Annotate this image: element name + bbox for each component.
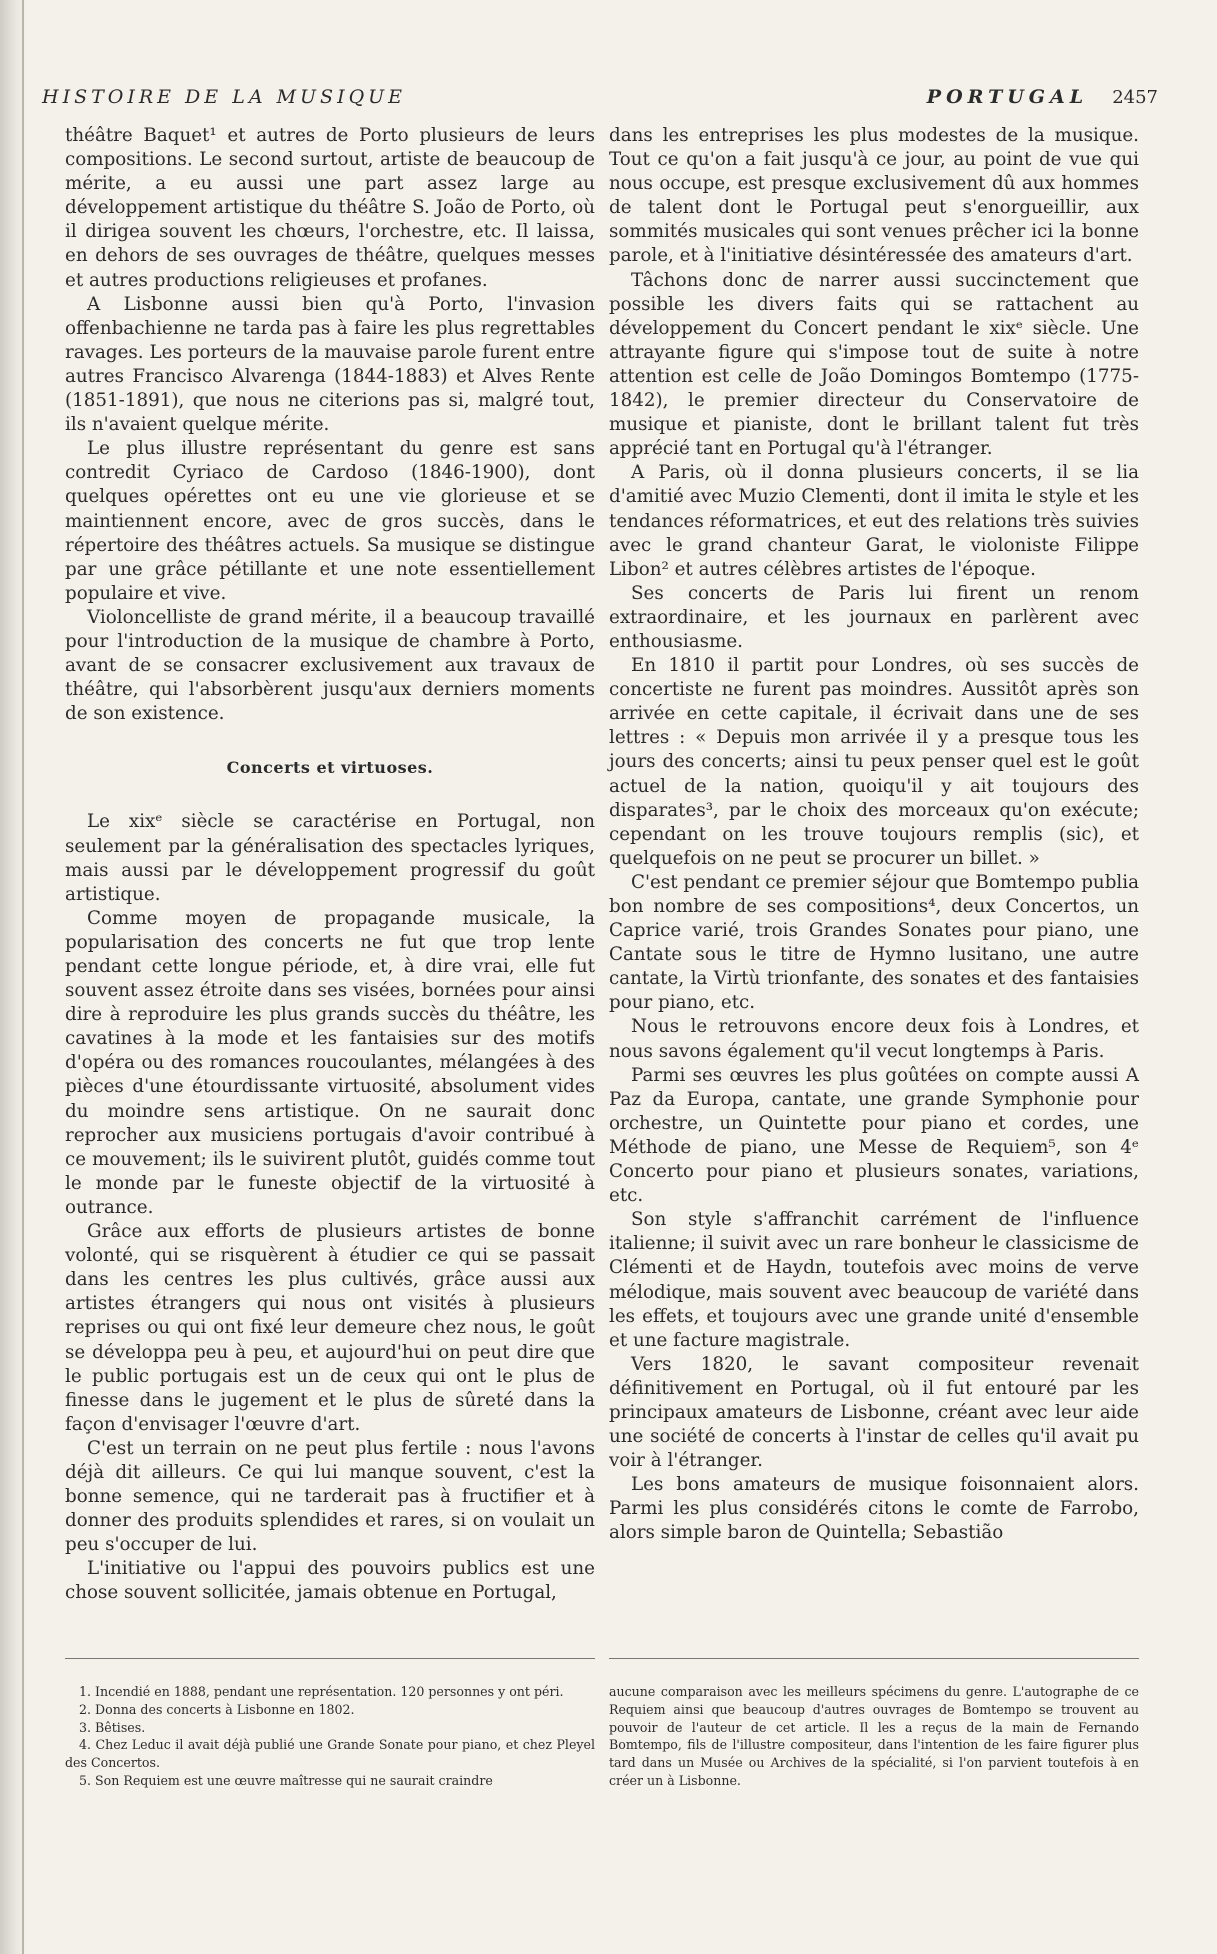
paragraph: Nous le retrouvons encore deux fois à Londres, et nous savons également qu'il vecut longtemps à Paris. [609,1016,1139,1062]
paragraph: C'est un terrain on ne peut plus fertile : nous l'avons déjà dit ailleurs. Ce qui lui manque souvent, c'est la bonne semence, qui ne tarderait pas à fructifier et à donner des produits splendides et rares, si on voulait un peu s'occuper de lui. [65,1437,595,1556]
paragraph: Vers 1820, le savant compositeur revenait définitivement en Portugal, où il fut entouré par les principaux amateurs de Lisbonne, créant avec leur aide une société de concerts à l'instar de celles qu'il avait pu voir à l'étranger. [609,1353,1139,1472]
footnotes-right [609,1683,1139,1790]
paragraph: Ses concerts de Paris lui firent un renom extraordinaire, et les journaux en parlèrent avec enthousiasme. [609,582,1139,652]
paragraph: L'initiative ou l'appui des pouvoirs publics est une chose souvent sollicitée, jamais obtenue en Portugal, [65,1558,595,1604]
paragraph: Le xixᵉ siècle se caractérise en Portugal, non seulement par la généralisation des spectacles lyriques, mais aussi par le développement progressif du goût artistique. [65,811,595,905]
paragraph: En 1810 il partit pour Londres, où ses succès de concertiste ne furent pas moindres. Aussitôt après son arrivée en cette capitale, il écrivait dans une de ses lettres : « Depuis mon arrivée il y a presque tous les jours des concerts; ainsi tu peux penser quel est le goût actuel de la nation, quoiqu'il y ait toujours des disparates³, par le choix des morceaux qu'on exécute; cependant on les trouve toujours remplis (sic), et quelquefois on ne peut se procurer un billet. » [609,655,1139,869]
paragraph: A Lisbonne aussi bien qu'à Porto, l'invasion offenbachienne ne tarda pas à faire les plus regrettables ravages. Les porteurs de la mauvaise parole furent entre autres Francisco Alvarenga (1844-1883) et Alves Rente (1851-1891), que nous ne citerions pas si, malgré tout, ils n'avaient quelque mérite. [65,293,595,436]
footnote: 5. Son Requiem est une œuvre maîtresse qui ne saurait craindre [79,1772,493,1788]
paragraph: Son style s'affranchit carrément de l'influence italienne; il suivit avec un rare bonheur le classicisme de Clémenti et de Haydn, toutefois avec moins de verve mélodique, mais souvent avec beaucoup de variété dans les effets, et toujours avec une grande unité d'ensemble et une facture magistrale. [609,1209,1139,1351]
footnote-separator [609,1658,1139,1659]
footnote: 1. Incendié en 1888, pendant une représentation. 120 personnes y ont péri. [79,1684,564,1699]
left-column [65,124,595,1606]
paragraph: Les bons amateurs de musique foisonnaient alors. Parmi les plus considérés citons le comte de Farrobo, alors simple baron de Quintella; Sebastião [609,1474,1139,1544]
header-right [927,86,1158,108]
paragraph: Parmi ses œuvres les plus goûtées on compte aussi A Paz da Europa, cantate, une grande Symphonie pour orchestre, un Quintette pour piano et cordes, une Méthode de piano, une Messe de Requiem⁵, son 4ᵉ Concerto pour piano et plusieurs sonates, variations, etc. [609,1064,1139,1207]
header-book-title: HISTOIRE DE LA MUSIQUE [42,86,407,108]
paragraph: Violoncelliste de grand mérite, il a beaucoup travaillé pour l'introduction de la musique de chambre à Porto, avant de se consacrer exclusivement aux travaux de théâtre, qui l'absorbèrent jusqu'aux derniers moments de son existence. [65,606,595,725]
right-column [609,124,1139,1546]
binding-rule [22,0,24,1954]
page-number: 2457 [1112,87,1158,108]
paragraph: Tâchons donc de narrer aussi succinctement que possible les divers faits qui se rattachent au développement du Concert pendant le xixᵉ siècle. Une attrayante figure qui s'impose tout de suite à notre attention est celle de João Domingos Bomtempo (1775-1842), le premier directeur du Conservatoire de musique et pianiste, dont le brillant talent fut très apprécié tant en Portugal qu'à l'étranger. [609,269,1139,460]
footnote: 2. Donna des concerts à Lisbonne en 1802. [79,1701,355,1717]
footnote: 3. Bêtises. [79,1719,146,1735]
footnotes-left [65,1683,595,1790]
section-heading: Concerts et virtuoses. [226,758,434,778]
paragraph: A Paris, où il donna plusieurs concerts, il se lia d'amitié avec Muzio Clementi, dont il imita le style et les tendances réformatrices, et eut des relations très suivies avec le grand chanteur Garat, le violoniste Filippe Libon² et autres célèbres artistes de l'époque. [609,462,1139,580]
header-section-title: PORTUGAL [926,86,1089,108]
paragraph: dans les entreprises les plus modestes de la musique. Tout ce qu'on a fait jusqu'à ce jour, au point de vue qui nous occupe, est presque exclusivement dû aux hommes de talent dont le Portugal peut s'enorgueillir, aux sommités musicales qui sont venues prêcher ici la bonne parole, et à l'initiative désintéressée des amateurs d'art. [609,125,1139,267]
footnote: 4. Chez Leduc il avait déjà publié une Grande Sonate pour piano, et chez Pleyel des Concertos. [65,1737,595,1771]
footnote-continuation: aucune comparaison avec les meilleurs spécimens du genre. L'autographe de ce Requiem ainsi que beaucoup d'autres ouvrages de Bomtempo se trouvent au pouvoir de l'auteur de cet article. Il les a reçus de la main de Fernando Bomtempo, fils de l'illustre compositeur, dans l'intention de les faire figurer plus tard dans un Musée ou Archives de la spécialité, si l'on parvient toutefois à en créer un à Lisbonne. [609,1684,1139,1788]
paragraph: Comme moyen de propagande musicale, la popularisation des concerts ne fut que trop lente pendant cette longue période, et, à dire vrai, elle fut souvent assez étroite dans ses visées, bornées pour ainsi dire à reproduire les plus grands succès du théâtre, les cavatines à la mode et les fantaisies sur des motifs d'opéra ou des romances roucoulantes, mélangées à des pièces d'une étourdissante virtuosité, absolument vides du moindre sens artistique. On ne saurait donc reprocher aux musiciens portugais d'avoir contribué à ce mouvement; ils le suivirent plutôt, guidés comme tout le monde par le funeste objectif de la virtuosité à outrance. [65,907,595,1218]
footnote-separator [65,1658,595,1659]
paragraph: Grâce aux efforts de plusieurs artistes de bonne volonté, qui se risquèrent à étudier ce qui se passait dans les centres les plus cultivés, grâce aussi aux artistes étrangers qui nous ont visités à plusieurs reprises ou qui ont fixé leur demeure chez nous, le goût se développa peu à peu, et aujourd'hui on peut dire que le public portugais est un de ceux qui ont le plus de finesse dans le jugement et le plus de sûreté dans la façon d'envisager l'œuvre d'art. [65,1221,595,1435]
paragraph: C'est pendant ce premier séjour que Bomtempo publia bon nombre de ses compositions⁴, deux Concertos, un Caprice varié, trois Grandes Sonates pour piano, une Cantate sous le titre de Hymno lusitano, une autre cantate, la Virtù trionfante, des sonates et des fantaisies pour piano, etc. [609,871,1139,1014]
paragraph: Le plus illustre représentant du genre est sans contredit Cyriaco de Cardoso (1846-1900), dont quelques opérettes ont eu une vie glorieuse et se maintiennent encore, avec de gros succès, dans le répertoire des théâtres actuels. Sa musique se distingue par une grâce pétillante et une note essentiellement populaire et vive. [65,438,595,604]
running-header [42,86,1158,116]
paragraph: théâtre Baquet¹ et autres de Porto plusieurs de leurs compositions. Le second surtout, artiste de beaucoup de mérite, a eu aussi une part assez large au développement artistique du théâtre S. João de Porto, où il dirigea souvent les chœurs, l'orchestre, etc. Il laissa, en dehors de ses ouvrages de théâtre, quelques messes et autres productions religieuses et profanes. [65,125,595,291]
